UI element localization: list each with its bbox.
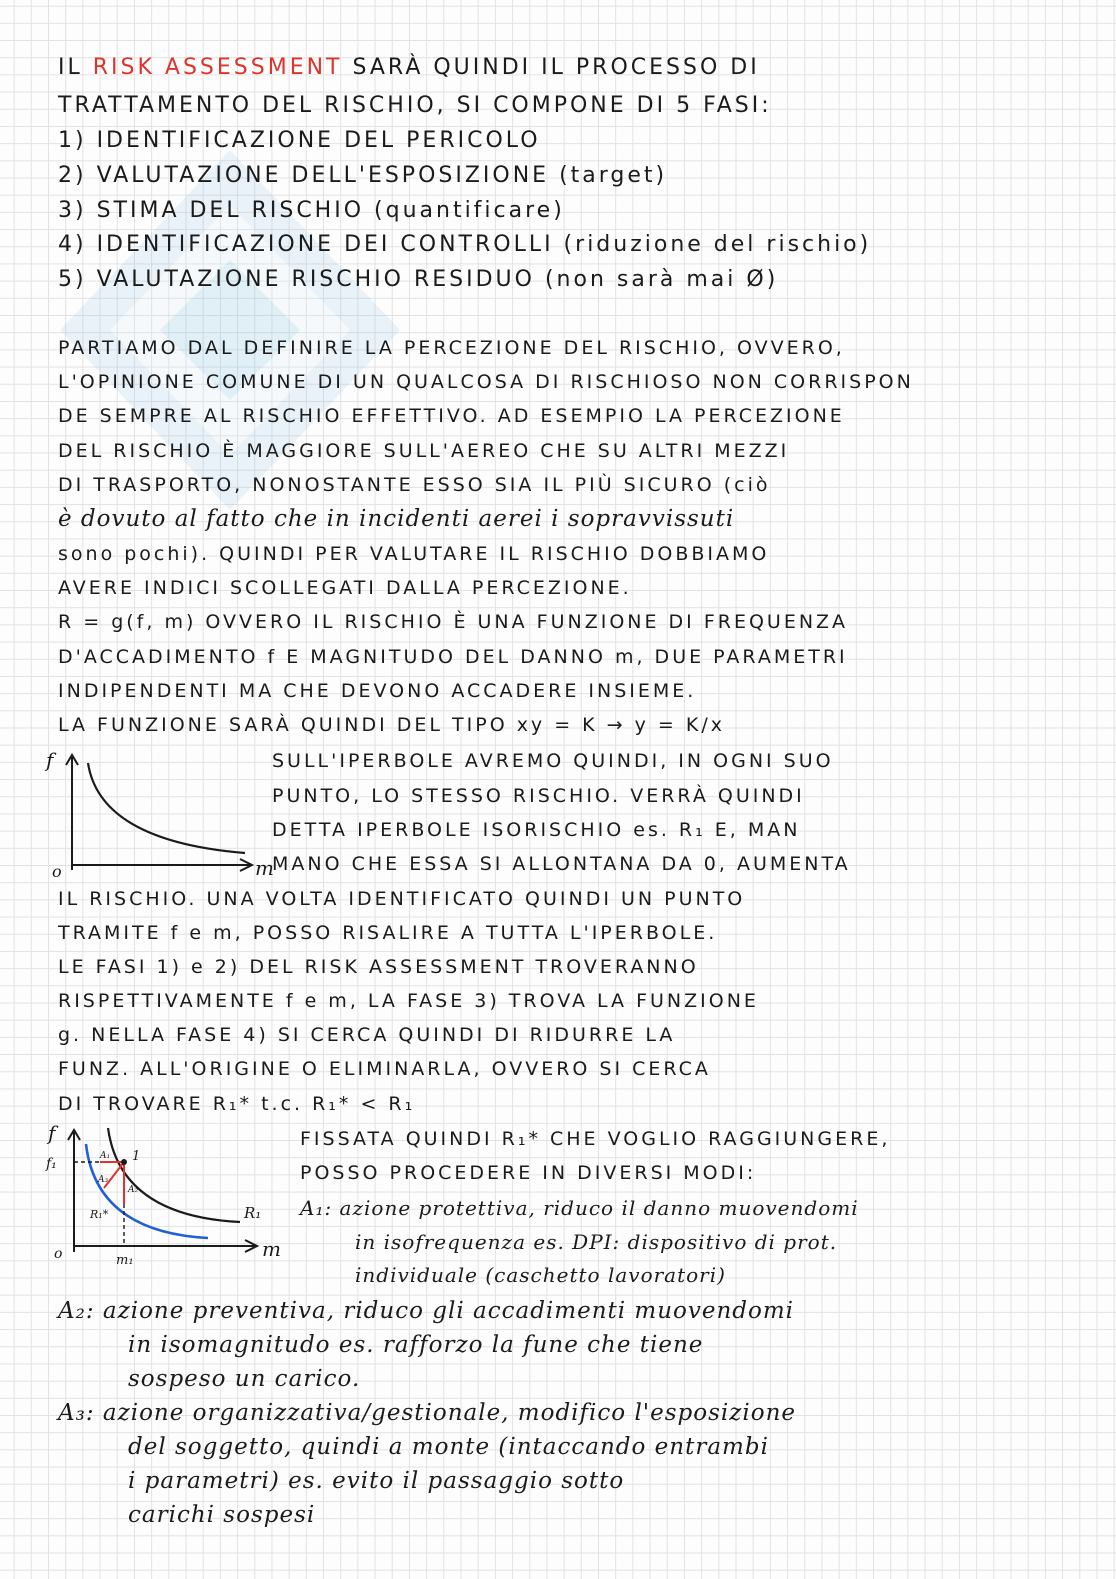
a2-line-3: sospeso un carico. bbox=[128, 1366, 361, 1392]
graph1-f-label: f bbox=[46, 748, 54, 772]
a3-line-3: i parametri) es. evito il passaggio sotto bbox=[128, 1468, 625, 1494]
after-graph-line-7: DI TROVARE R₁* t.c. R₁* < R₁ bbox=[58, 1093, 416, 1115]
intro-line-2: TRATTAMENTO DEL RISCHIO, SI COMPONE DI 5 FASI: bbox=[58, 93, 772, 118]
actions-intro-1: FISSATA QUINDI R₁* CHE VOGLIO RAGGIUNGERE, bbox=[300, 1128, 891, 1150]
a2-line-2: in isomagnitudo es. rafforzo la fune che tiene bbox=[128, 1332, 704, 1358]
formula-line-3: INDIPENDENTI MA CHE DEVONO ACCADERE INSIEME. bbox=[58, 680, 697, 702]
after-graph-line-5: g. NELLA FASE 4) SI CERCA QUINDI DI RIDURRE LA bbox=[58, 1024, 676, 1046]
a3-line-4: carichi sospesi bbox=[128, 1502, 316, 1528]
phase-5: 5) VALUTAZIONE RISCHIO RESIDUO (non sarà mai Ø) bbox=[58, 267, 779, 292]
isorisk-curve bbox=[88, 763, 245, 853]
risk-assessment-highlight: RISK ASSESSMENT bbox=[92, 55, 343, 80]
phase-4: 4) IDENTIFICAZIONE DEI CONTROLLI (riduzione del rischio) bbox=[58, 232, 872, 257]
graph2-m-label: m bbox=[262, 1237, 281, 1261]
perception-line-5: DI TRASPORTO, NONOSTANTE ESSO SIA IL PIÙ SICURO (ciò bbox=[58, 474, 771, 496]
actions-intro-2: POSSO PROCEDERE IN DIVERSI MODI: bbox=[300, 1162, 757, 1184]
a3-line-1: A₃: azione organizzativa/gestionale, modifico l'esposizione bbox=[58, 1400, 797, 1426]
graph2-m1-label: m₁ bbox=[116, 1253, 134, 1268]
a1-line-2: in isofrequenza es. DPI: dispositivo di prot. bbox=[355, 1230, 838, 1254]
formula-line-4: LA FUNZIONE SARÀ QUINDI DEL TIPO xy = K → y = K/x bbox=[58, 714, 725, 736]
formula-line-2: D'ACCADIMENTO f E MAGNITUDO DEL DANNO m, DUE PARAMETRI bbox=[58, 646, 848, 668]
intro-rest: SARÀ QUINDI IL PROCESSO DI bbox=[352, 55, 760, 80]
a1-line-1: A₁: azione protettiva, riduco il danno muovendomi bbox=[300, 1196, 859, 1220]
graph2-r1-label: R₁ bbox=[244, 1204, 262, 1222]
perception-line-3: DE SEMPRE AL RISCHIO EFFETTIVO. AD ESEMPIO LA PERCEZIONE bbox=[58, 405, 845, 427]
hyperbola-text-4: MANO CHE ESSA SI ALLONTANA DA 0, AUMENTA bbox=[272, 853, 851, 875]
a1-line-3: individuale (caschetto lavoratori) bbox=[355, 1263, 726, 1287]
perception-line-7: sono pochi). QUINDI PER VALUTARE IL RISCHIO DOBBIAMO bbox=[58, 543, 770, 565]
graph1-origin-label: o bbox=[52, 862, 62, 881]
graph2-point-1-label: 1 bbox=[132, 1149, 141, 1164]
graph2-f-label: f bbox=[48, 1121, 56, 1145]
graph2-a1-label: A₁ bbox=[100, 1151, 111, 1161]
graph1-m-label: m bbox=[255, 856, 274, 880]
perception-line-8: AVERE INDICI SCOLLEGATI DALLA PERCEZIONE. bbox=[58, 577, 632, 599]
graph2-a2-label: A₂ bbox=[128, 1185, 139, 1195]
phase-2: 2) VALUTAZIONE DELL'ESPOSIZIONE (target) bbox=[58, 163, 668, 188]
hyperbola-graph bbox=[40, 745, 274, 885]
graph2-origin-label: o bbox=[54, 1246, 63, 1262]
r1-curve bbox=[108, 1128, 240, 1222]
a2-line-1: A₂: azione preventiva, riduco gli accadimenti muovendomi bbox=[58, 1298, 795, 1324]
point-1 bbox=[121, 1159, 127, 1165]
intro-line-1 bbox=[58, 55, 760, 80]
after-graph-line-3: LE FASI 1) e 2) DEL RISK ASSESSMENT TROVERANNO bbox=[58, 956, 699, 978]
risk-reduction-graph bbox=[40, 1118, 280, 1268]
perception-line-4: DEL RISCHIO È MAGGIORE SULL'AEREO CHE SU ALTRI MEZZI bbox=[58, 440, 790, 462]
phase-3: 3) STIMA DEL RISCHIO (quantificare) bbox=[58, 198, 565, 223]
after-graph-line-2: TRAMITE f e m, POSSO RISALIRE A TUTTA L'IPERBOLE. bbox=[58, 922, 718, 944]
perception-line-6: è dovuto al fatto che in incidenti aerei i sopravvissuti bbox=[58, 506, 735, 532]
graph2-a3-label: A₃ bbox=[98, 1175, 109, 1185]
formula-line-1: R = g(f, m) OVVERO IL RISCHIO È UNA FUNZIONE DI FREQUENZA bbox=[58, 611, 849, 633]
a3-line-2: del soggetto, quindi a monte (intaccando entrambi bbox=[128, 1434, 769, 1460]
hyperbola-text-1: SULL'IPERBOLE AVREMO QUINDI, IN OGNI SUO bbox=[272, 750, 834, 772]
hyperbola-text-3: DETTA IPERBOLE ISORISCHIO es. R₁ E, MAN bbox=[272, 819, 801, 841]
after-graph-line-4: RISPETTIVAMENTE f e m, LA FASE 3) TROVA LA FUNZIONE bbox=[58, 990, 759, 1012]
hyperbola-text-2: PUNTO, LO STESSO RISCHIO. VERRÀ QUINDI bbox=[272, 785, 805, 807]
graph2-r1star-label: R₁* bbox=[90, 1208, 109, 1221]
graph2-f1-label: f₁ bbox=[46, 1156, 57, 1172]
intro-il: IL bbox=[58, 55, 83, 80]
after-graph-line-1: IL RISCHIO. UNA VOLTA IDENTIFICATO QUINDI UN PUNTO bbox=[58, 888, 746, 910]
after-graph-line-6: FUNZ. ALL'ORIGINE O ELIMINARLA, OVVERO SI CERCA bbox=[58, 1058, 711, 1080]
perception-line-2: L'OPINIONE COMUNE DI UN QUALCOSA DI RISCHIOSO NON CORRISPON bbox=[58, 371, 914, 393]
perception-line-1: PARTIAMO DAL DEFINIRE LA PERCEZIONE DEL RISCHIO, OVVERO, bbox=[58, 337, 845, 359]
phase-1: 1) IDENTIFICAZIONE DEL PERICOLO bbox=[58, 128, 541, 153]
